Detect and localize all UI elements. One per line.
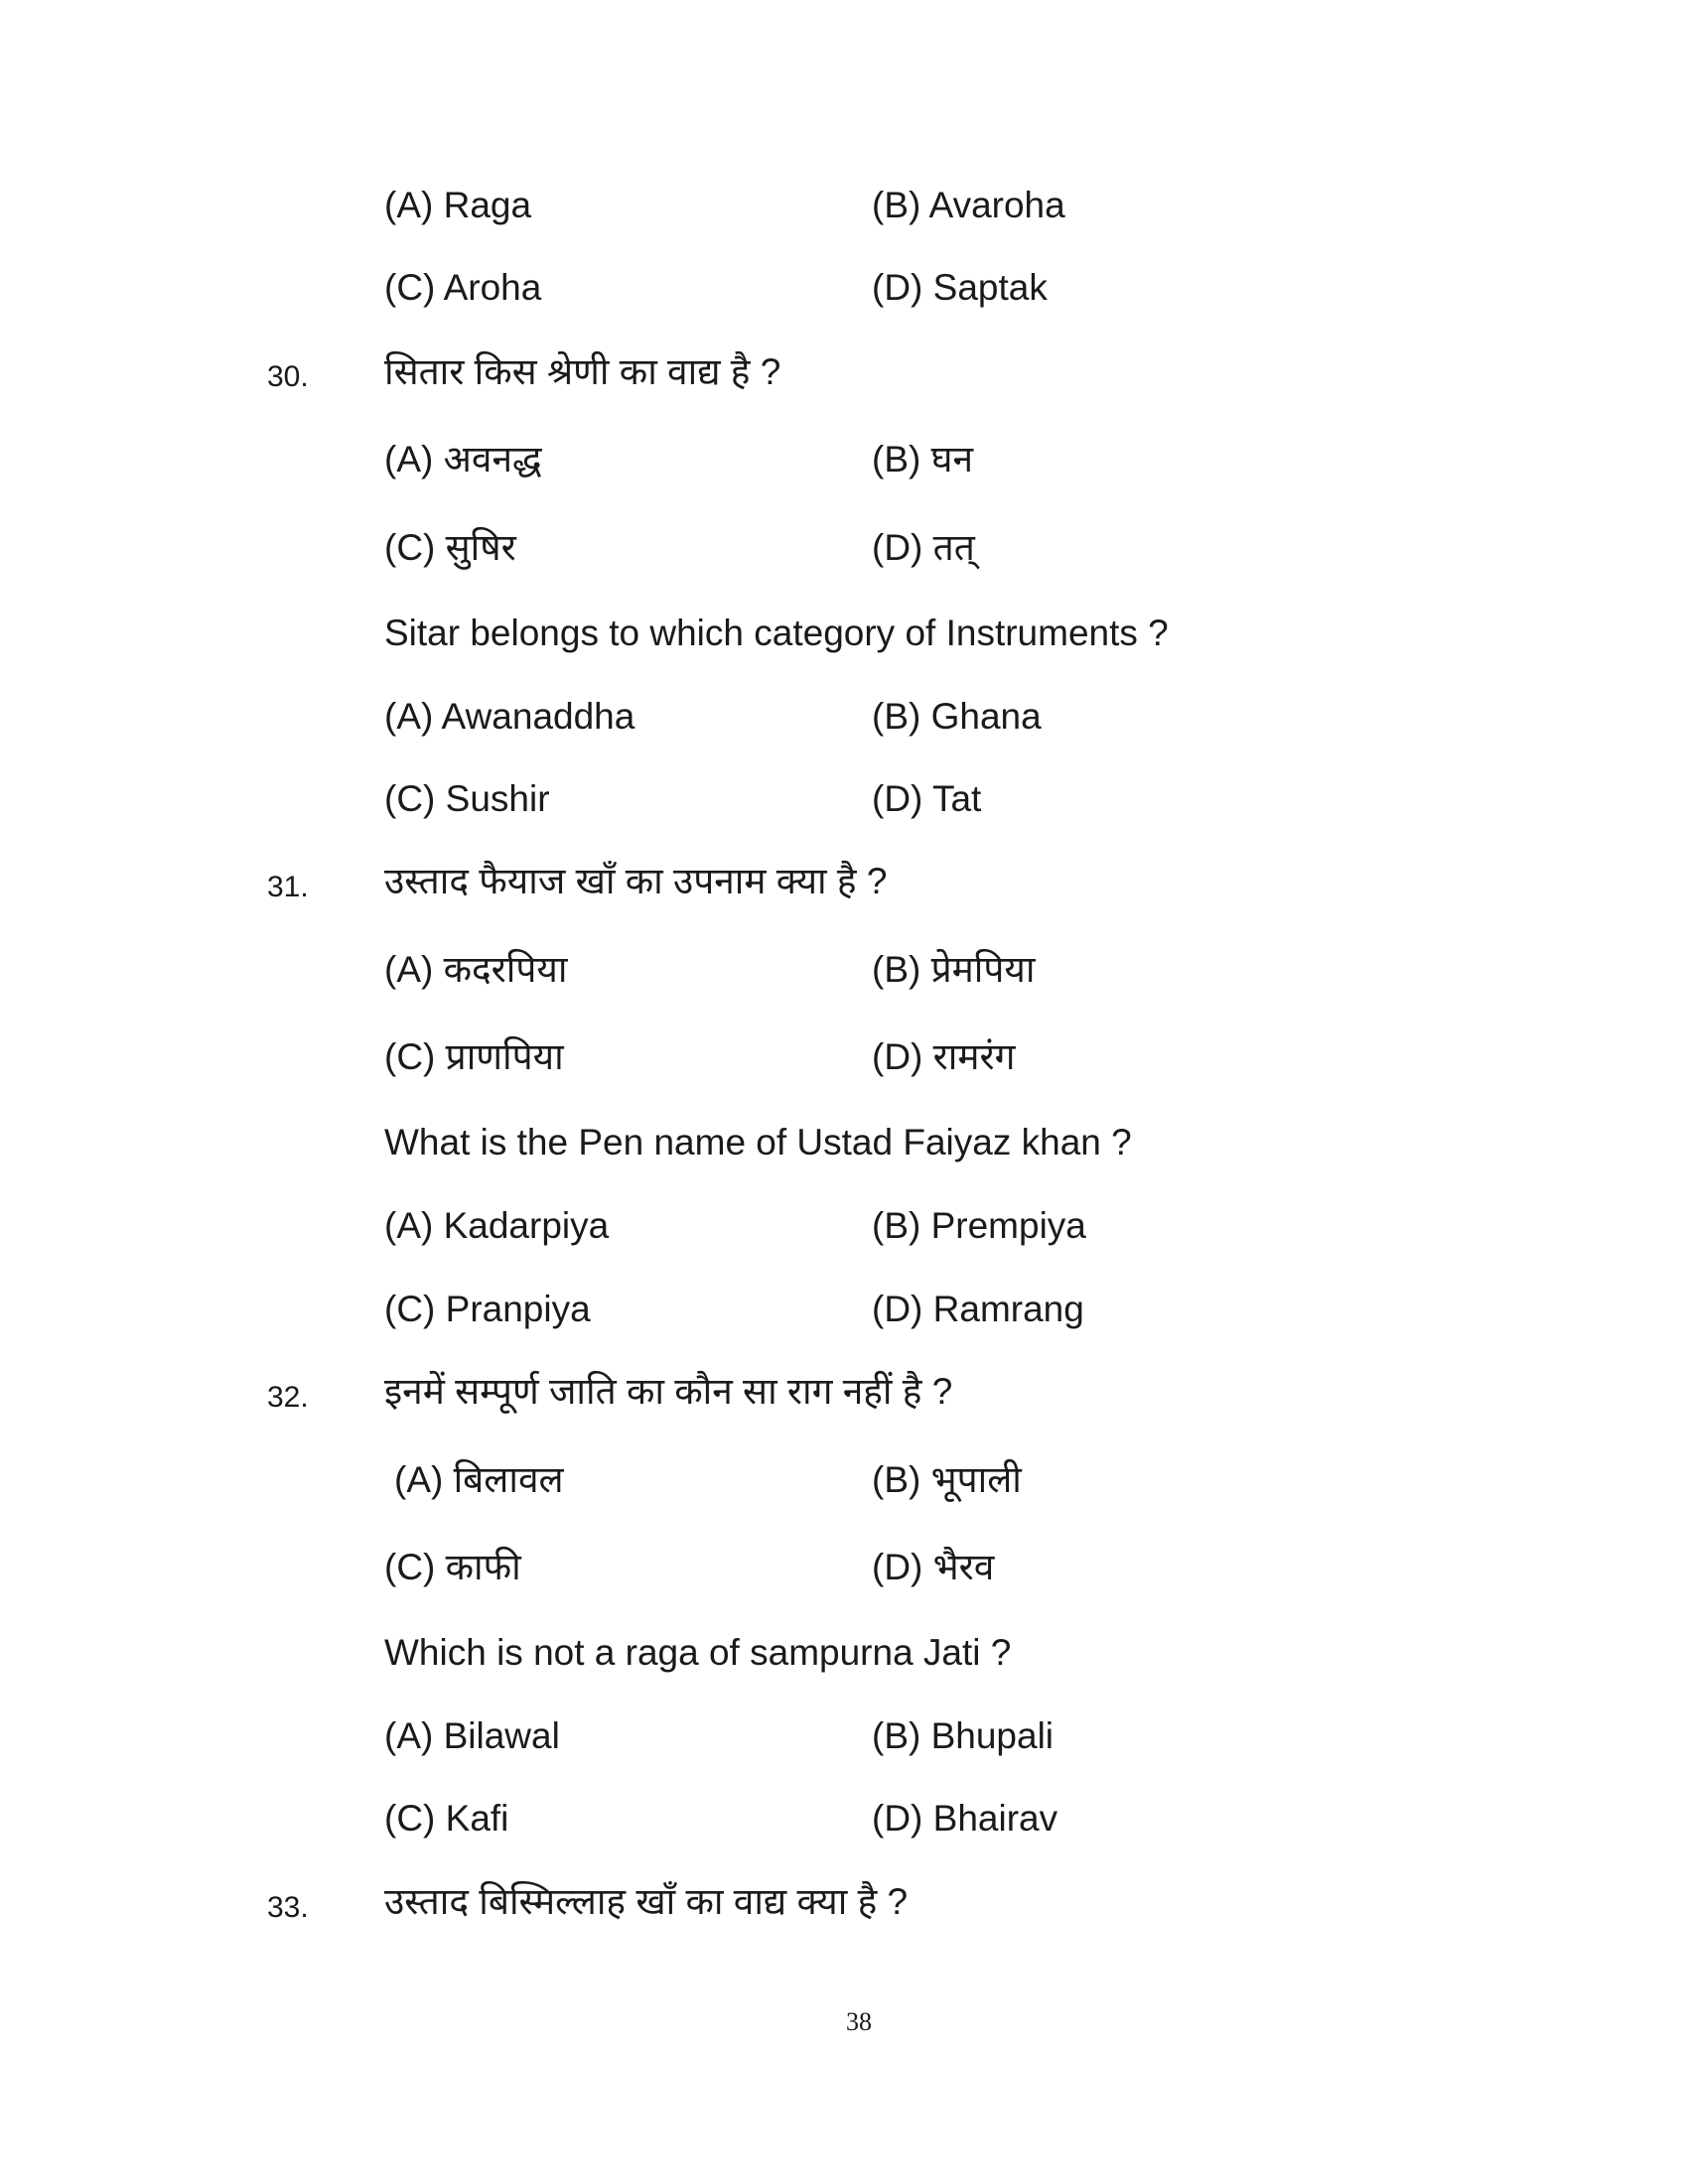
q32-hindi-option-d: (D) भैरव: [872, 1547, 995, 1587]
q31-hindi-option-d: (D) रामरंग: [872, 1036, 1016, 1077]
q31-english-option-d: (D) Ramrang: [872, 1289, 1084, 1329]
q30-english-option-b: (B) Ghana: [872, 696, 1042, 737]
q31-hindi-option-a: (A) कदरपिया: [384, 949, 568, 990]
q32-hindi-option-a: (A) बिलावल: [394, 1459, 564, 1500]
page-number: 38: [846, 2007, 872, 2036]
q30-english-option-d: (D) Tat: [872, 778, 982, 819]
q31-english-option-b: (B) Prempiya: [872, 1205, 1086, 1246]
q30-hindi-option-c: (C) सुषिर: [384, 527, 516, 568]
q30-number: 30.: [267, 360, 309, 393]
q31-hindi-option-b: (B) प्रेमपिया: [872, 949, 1036, 990]
q31-english-option-c: (C) Pranpiya: [384, 1289, 591, 1329]
q33-number: 33.: [267, 1891, 309, 1924]
q32-english-option-c: (C) Kafi: [384, 1798, 509, 1839]
q30-hindi-question: सितार किस श्रेणी का वाद्य है ?: [384, 351, 781, 392]
q32-hindi-question: इनमें सम्पूर्ण जाति का कौन सा राग नहीं है ?: [384, 1371, 953, 1412]
q31-hindi-question: उस्ताद फैयाज खाँ का उपनाम क्या है ?: [384, 861, 888, 901]
q32-hindi-option-b: (B) भूपाली: [872, 1459, 1022, 1500]
q31-english-option-a: (A) Kadarpiya: [384, 1205, 610, 1246]
q32-english-question: Which is not a raga of sampurna Jati ?: [384, 1632, 1012, 1673]
q30-english-option-c: (C) Sushir: [384, 778, 550, 819]
q31-number: 31.: [267, 871, 309, 903]
q30-english-question: Sitar belongs to which category of Instruments ?: [384, 613, 1169, 653]
q31-hindi-option-c: (C) प्राणपिया: [384, 1036, 564, 1077]
q30-hindi-option-b: (B) घन: [872, 439, 974, 479]
q30-hindi-option-a: (A) अवनद्ध: [384, 439, 542, 479]
q30-hindi-option-d: (D) तत्: [872, 527, 975, 568]
q29-option-c: (C) Aroha: [384, 267, 542, 308]
q32-english-option-d: (D) Bhairav: [872, 1798, 1058, 1839]
q33-hindi-question: उस्ताद बिस्मिल्लाह खाँ का वाद्य क्या है ?: [384, 1881, 909, 1922]
q32-hindi-option-c: (C) काफी: [384, 1547, 521, 1587]
q29-option-a: (A) Raga: [384, 185, 532, 225]
q32-english-option-a: (A) Bilawal: [384, 1715, 560, 1756]
q29-option-d: (D) Saptak: [872, 267, 1048, 308]
q29-option-b: (B) Avaroha: [872, 185, 1065, 225]
q31-english-question: What is the Pen name of Ustad Faiyaz khan ?: [384, 1122, 1132, 1162]
q32-number: 32.: [267, 1381, 309, 1414]
q32-english-option-b: (B) Bhupali: [872, 1715, 1055, 1756]
q30-english-option-a: (A) Awanaddha: [384, 696, 635, 737]
